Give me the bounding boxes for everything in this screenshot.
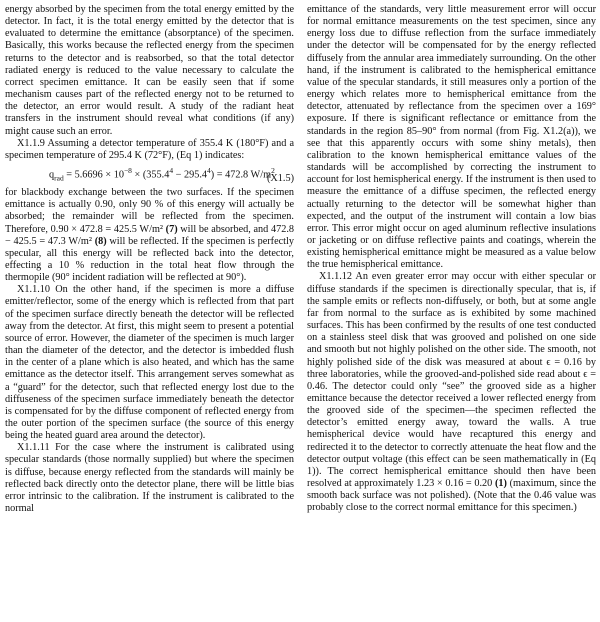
paragraph-x1-1-10: X1.1.10 On the other hand, if the specimen is more a diffuse emitter/reflector, some of the energy which is reflected from that part of the specimen surface directly beneath the detector will be reflected away from the detector. At first, this might seem to present a potential source of error. However, the diameter of the specimen is much larger than the diameter of the detector, and the detector is imbedded flush in the center of a plane which is also heated, and which has the same emittance as the detector itself. This arrangement serves somewhat as a “guard” for the detector, such that reflected energy lost due to the diffuseness of the specimen surface immediately beneath the detector is compensated for by the diffuse component of reflected energy from the outer portion of the specimen surface (the source of this energy being the heated guard area around the detector). (5, 284, 294, 442)
eq-end: ) = 472.8 W/m (210, 169, 272, 181)
paragraph-continued: energy absorbed by the specimen from the total energy emitted by the detector. In fact, it is the total energy emitted by the detector that is evaluated to determine the emittance (absorptance) of the specimen. Basically, this works because the reflected energy from the specimen returns to the detector and is reabsorbed, so that the total detector radiated energy is reduced to the value necessary to calculate the correct specimen emittance. It can be easily seen that if some mechanism causes part of the reflected energy not to be returned to the detector, an error would result. A study of the radiant heat transfers in the instrument should reveal what conditions (if any) might cause such an error. (5, 4, 294, 137)
x119-text-3: will be reflected. If the specimen is perfectly specular, all this energy will be reflected back into the detector, effecting a 10 % reduction in the total heat flow through the thermopile (90° incident radiation will be reflected at 90°). (5, 235, 294, 284)
paragraph-x1-1-9-intro: X1.1.9 Assuming a detector temperature of 355.4 K (180°F) and a specimen temperature of 295.4 K (72°F), (Eq 1) indicates: (5, 137, 294, 161)
x1112-text-1: X1.1.12 An even greater error may occur with either specular or diffuse standards if the specimen is directionally specular, that is, if the sample emits or reflects non-diffusely, or both, but at some angle far from normal to the surface as is exhibited by some machined surfaces. This has been confirmed by the results of one test conducted on a stainless steel disk that was grooved and polished on one side and smooth but not highly polished on the other side. The smooth, not highly polished side of the disk was measured at about ϵ = 0.16 by three laboratories, while the grooved-and-polished side read about ϵ = 0.46. The detector could only “see” the grooved side as a higher emittance because the detector received a lower reflected energy from the grooved side of the specimen—the specimen reflected the detector’s emitted energy away, toward the walls. A true hemispherical device would have recaptured this energy and redirected it to the detector to correctly attenuate the heat flow and the detector output voltage (this effect can be seen mathematically in (Eq 1)). The correct hemispherical emittance should then have been resolved at approximately 1.23 × 0.16 = 0.20 (307, 271, 596, 490)
ref-1: (1) (494, 478, 507, 490)
paragraph-x1-1-11-continued: emittance of the standards, very little measurement error will occur for normal emittance measurements on the test specimen, since any energy loss due to diffuse reflection from the surface immediately under the detector will be compensated for by the energy reflected diffusely from the annular area immediately surrounding. On the other hand, if the instrument is calibrated to the hemispherical emittance value of the specular standards, it still measures only a portion of the energy which relates more to hemispherical emittance from the detector, attenuated by reflectance from the specimen over a 169° exposure. If there is significant reflectance or emittance from the standards in the region 85–90° from normal (from Fig. X1.2(a)), we see that this apparently occurs with some shiny metals), then calibration to the known hemispherical emittance values of the standards will be accomplished by correcting the instrument to account for lost hemispherical energy. If the instrument is then used to measure the emittance of a diffuse specimen, the reflected energy actually returning to the detector will be somewhat higher than expected, and the output of the instrument will contain a low bias error. This error might occur on aged aluminum reflective insulations or jacketing or on diffuse reflective paints and coatings, wherein the existing hemispherical emittance might be measured as a value below the true hemispherical emittance. (307, 4, 597, 271)
document-page (5, 4, 597, 620)
left-column (5, 4, 294, 515)
eq-mid2: − 295.4 (173, 169, 208, 181)
x119-text-1: for blackbody exchange between the two surfaces. If the specimen emittance is actually 0.90, only 90 % of this energy will actually be absorbed; the remainder will be reflected from the specimen. Therefore, 0.90 × 472.8 = 425.5 W/m² (5, 187, 294, 235)
right-column (307, 4, 596, 515)
eq-rhs: = 5.6696 × 10 (63, 169, 124, 181)
eq-lhs: q (49, 169, 55, 181)
eq-pow2: 4 (207, 166, 211, 176)
eq-sub: rad (54, 173, 64, 183)
ref-7: (7) (165, 223, 178, 235)
x1112-text-2: (maximum, since the smooth back surface was not polished). (Note that the 0.46 value was probably close to the correct normal emittance for this specimen.) (307, 478, 596, 514)
equation-body (49, 165, 275, 185)
equation-number: (X1.5) (266, 173, 294, 185)
eq-unit-pow: 2 (271, 166, 275, 176)
eq-exp: −8 (123, 166, 132, 176)
paragraph-x1-1-12 (307, 271, 596, 514)
eq-pow1: 4 (169, 166, 174, 176)
ref-8: (8) (94, 235, 107, 247)
paragraph-x1-1-9-body (5, 187, 294, 284)
paragraph-x1-1-11-start: X1.1.11 For the case where the instrument is calibrated using specular standards (those normally supplied) but where the specimen is diffuse, because energy reflected from the standards will mainly be reflected back directly onto the detector plane, there will be little bias error intrinsic to the calibration. If the instrument is calibrated to the normal (5, 442, 294, 515)
equation-x1-5 (5, 165, 294, 185)
x119-text-2: will be absorbed, and 472.8 − 425.5 = 47.3 W/m² (5, 223, 295, 247)
eq-mid: × (355.4 (131, 169, 170, 181)
